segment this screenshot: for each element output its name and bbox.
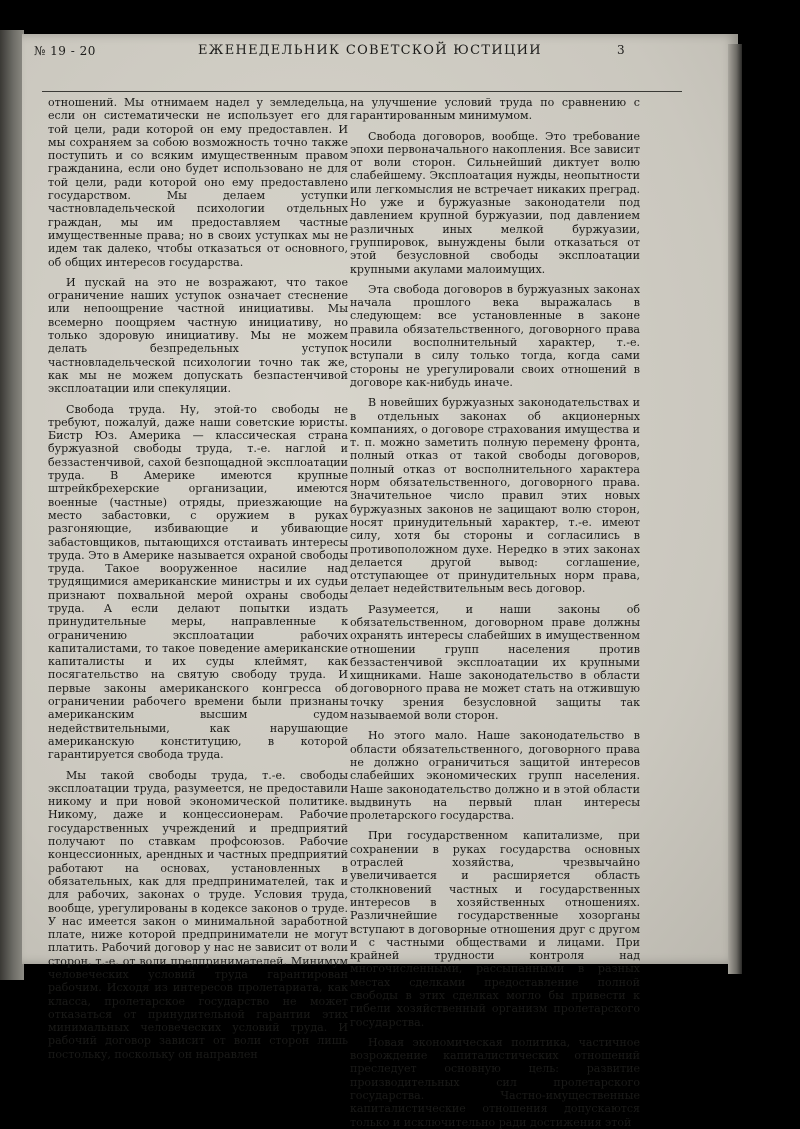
paragraph: Но этого мало. Наше законодательство в области обязательственного, договорного права не должно ограничиться защитой интересов слабейших экономических групп населения. Наше законодательство должно и в этой области выдвинуть на первый план интересы пролетарского государства.: [350, 729, 640, 823]
paragraph: Эта свобода договоров в буржуазных законах начала прошлого века выражалась в следующем: все установленные в законе правила обязательственного, договорного права носили восполнительный характер, т.-е. вступали в силу только тогда, когда сами стороны не урегулировали своих отношений в договоре как-нибудь иначе.: [350, 282, 640, 389]
left-column: [48, 96, 348, 1061]
right-column: [350, 96, 640, 1129]
header-rule: [42, 91, 682, 92]
paragraph: на улучшение условий труда по сравнению с гарантированным минимумом.: [350, 96, 640, 123]
page-number: 3: [617, 43, 625, 57]
paragraph: Свобода труда. Ну, этой-то свободы не требуют, пожалуй, даже наши советские юристы. Бистр Юз. Америка — классическая страна буржуазной свободы труда, т.-е. наглой и беззастенчивой, сахой безпощадной эксплоатации труда. В Америке имеются крупные штрейкбрехерские организации, имеются военные (частные) отряды, приезжающие на место забастовки, с оружием в руках разгоняющие, избивающие и убивающие забастовщиков, пытающихся отстаивать интересы труда. Это в Америке называется охраной свободы труда. Такое вооруженное насилие над трудящимися американские министры и их судьи признают похвальной мерой охраны свободы труда. А если делают попытки издать принудительные меры, направленные к ограничению эксплоатации рабочих капиталистами, то такое поведение американские капиталисты и их суды клеймят, как посягательство на святую свободу труда. И первые законы американского конгресса об ограничении рабочего времени были признаны американским высшим судом недействительными, как нарушающие американскую конституцию, в которой гарантируется свобода труда.: [48, 402, 348, 762]
paragraph: Свобода договоров, вообще. Это требование эпохи первоначального накопления. Все зависит от воли сторон. Сильнейший диктует волю слабейшему. Эксплоатация нужды, неопытности или легкомыслия не встречает никаких преград. Но уже и буржуазные законодатели под давлением крупной буржуазии, под давлением различных иных мелкой буржуазии, группировок, вынуждены были отказаться от этой безусловной свободы эксплоатации крупными акулами малоимущих.: [350, 129, 640, 276]
book-spine: [0, 30, 24, 980]
page-edge: [728, 44, 742, 974]
paragraph: Мы такой свободы труда, т.-е. свободы эксплоатации труда, разумеется, не предоставили никому и при новой экономической политике. Никому, даже и концессионерам. Рабочие государственных учреждений и предприятий получают по ставкам профсоюзов. Рабочие концессионных, арендных и частных предприятий работают на основах, установленных в обязательных, как для предпринимателей, так и для рабочих, законах о труде. Условия труда, вообще, урегулированы в кодексе законов о труде. У нас имеется закон о минимальной заработной плате, ниже которой предприниматели не могут платить. Рабочий договор у нас не зависит от воли сторон, т.-е. от воли предпринимателей. Минимум человеческих условий труда гарантирован рабочим. Исходя из интересов пролетариата, как класса, пролетарское государство не может отказаться от принудительной гарантии этих минимальных человеческих условий труда. И рабочий договор зависит от воли сторон лишь постольку, поскольку он направлен: [48, 768, 348, 1061]
paragraph: И пускай на это не возражают, что такое ограничение наших уступок означает стеснение или непоощрение частной инициативы. Мы всемерно поощряем частную инициативу, но только здоровую инициативу. Мы не можем делать безпредельных уступок частновладельческой психологии точно так же, как мы не можем допускать безпастенчивой эксплоатации или спекуляции.: [48, 275, 348, 396]
paragraph: Разумеется, и наши законы об обязательственном, договорном праве должны охранять интересы слабейших в имущественном отношении групп населения против беззастенчивой эксплоатации их крупными хищниками. Наше законодательство в области договорного права не может стать на отжившую точку зрения безусловной защиты так называемой воли сторон.: [350, 602, 640, 723]
paragraph: Новая экономическая политика, частичное возрождение капиталистических отношений преследует основную цель: развитие производительных сил пролетарского государства. Частно-имущественные капиталистические отношения допускаются только и исключительно ради достижения этой: [350, 1035, 640, 1129]
paragraph: отношений. Мы отнимаем надел у земледельца, если он систематически не использует его для той цели, ради которой он ему предоставлен. И мы сохраняем за собою возможность точно также поступить и со всяким имущественным правом гражданина, если оно будет использовано не для той цели, ради которой оно ему предоставлено государством. Мы делаем уступки частновладельческой психологии отдельных граждан, мы им предоставляем частные имущественные права; но в своих уступках мы не идем так далеко, чтобы отказаться от основного, об общих интересов государства.: [48, 96, 348, 269]
running-header: [30, 44, 680, 84]
paragraph: В новейших буржуазных законодательствах и в отдельных законах об акционерных компаниях, о договоре страхования имущества и т. п. можно заметить полную перемену фронта, полный отказ от такой свободы договоров, полный отказ от восполнительного характера норм обязательственного, договорного права. Значительное число правил этих новых буржуазных законов не зацищают волю сторон, носят принудительный характер, т.-е. имеют силу, хотя бы стороны и согласились в противоположном духе. Нередко в этих законах делается другой вывод: соглашение, отступающее от принудительных норм права, делает недействительным весь договор.: [350, 396, 640, 596]
issue-number: № 19 - 20: [34, 44, 96, 58]
paragraph: При государственном капитализме, при сохранении в руках государства основных отраслей хозяйства, чрезвычайно увеличивается и расширяется область столкновений частных и государственных интересов в хозяйственных отношениях. Различнейшие государственные хозорганы вступают в договорные отношения друг с другом и с частными обществами и лицами. При крайней трудности контроля над многочисленными, рассыпанными в разных местах сделками предоставление полной свободы в этих сделках могло бы привести к гибели хозяйственный организм пролетарского государства.: [350, 829, 640, 1029]
journal-title: ЕЖЕНЕДЕЛЬНИК СОВЕТСКОЙ ЮСТИЦИИ: [198, 43, 542, 58]
